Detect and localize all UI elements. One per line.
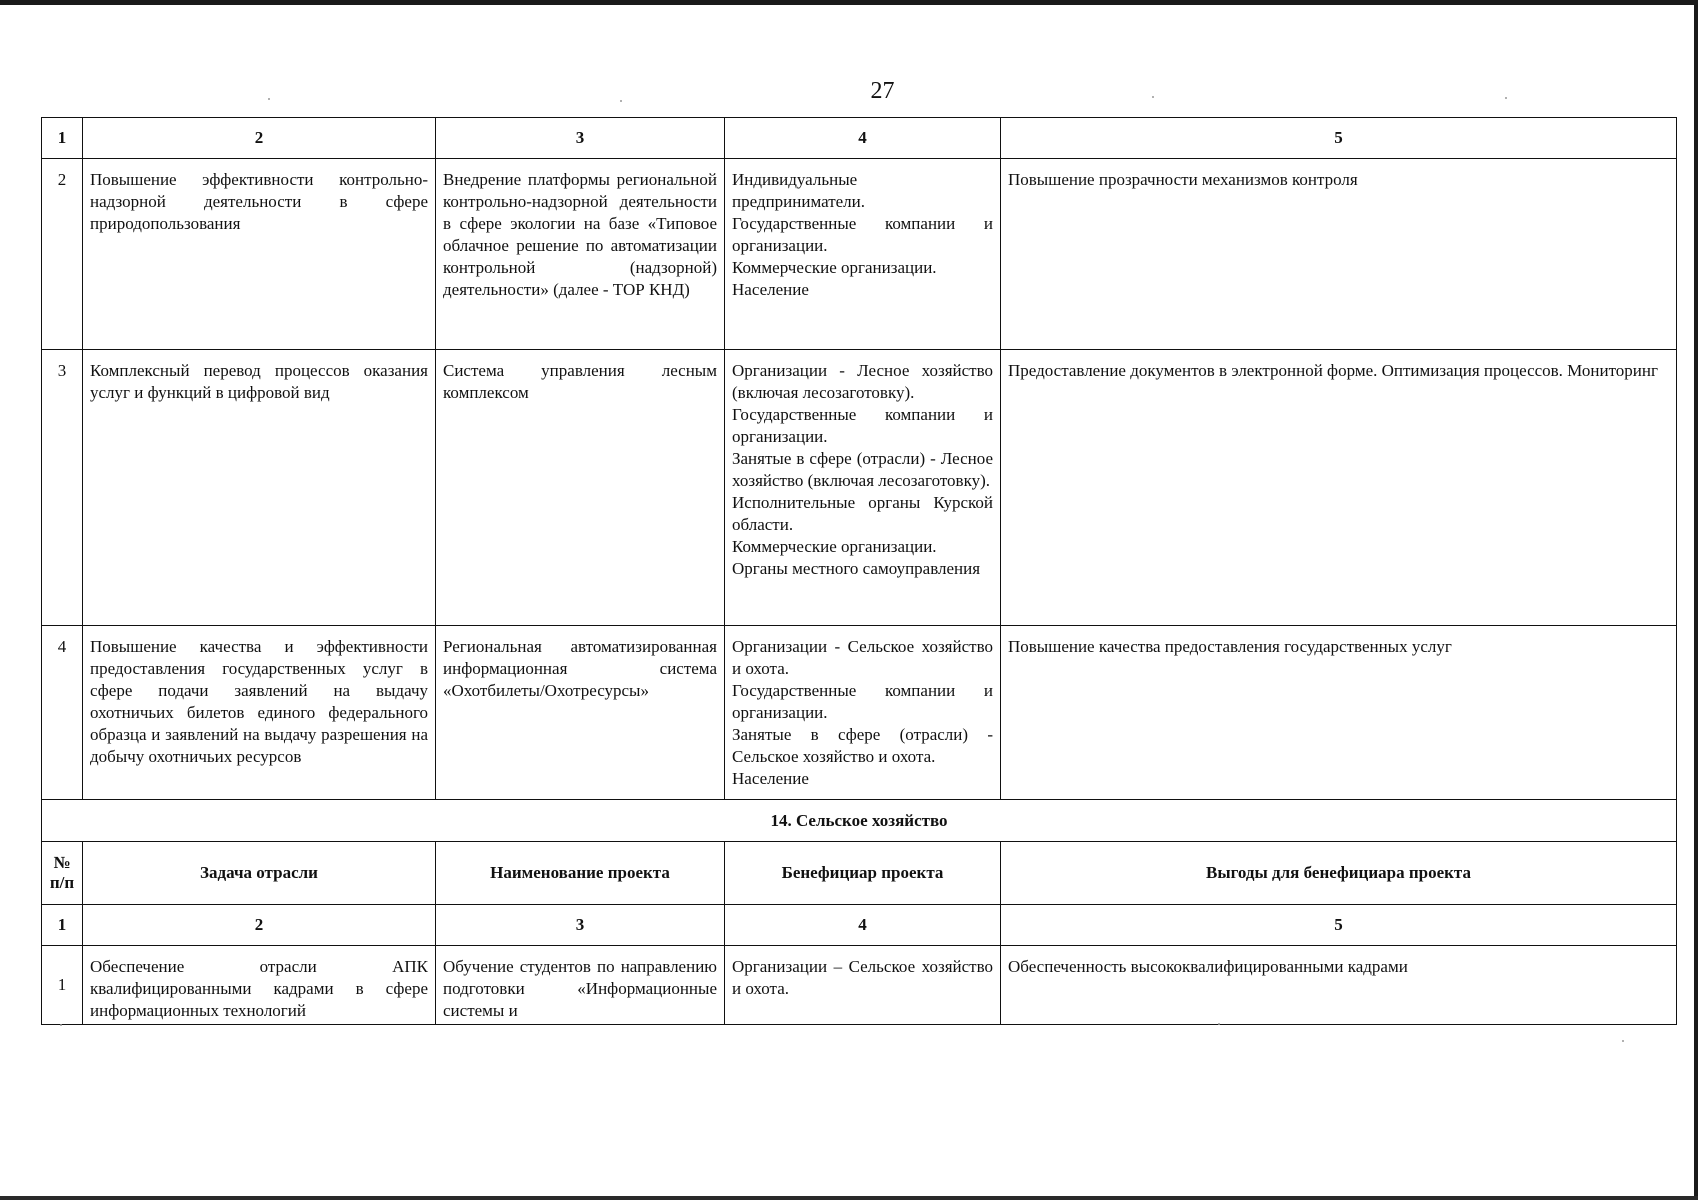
project-cell: Региональная автоматизированная информационная система «Охотбилеты/Охотресурсы»: [436, 626, 725, 800]
column-number-cell: 3: [436, 905, 725, 946]
benefits-cell: Повышение качества предоставления государственных услуг: [1001, 626, 1677, 800]
row-number: 4: [42, 626, 83, 800]
column-header-task: Задача отрасли: [83, 842, 436, 905]
scan-border-top: [0, 0, 1698, 5]
scan-border-bottom: [0, 1196, 1698, 1200]
projects-table: [41, 117, 1677, 1025]
row-number: 3: [42, 350, 83, 626]
column-number-cell: 3: [436, 118, 725, 159]
beneficiary-line: Организации - Лесное хозяйство (включая лесозаготовку).: [732, 361, 993, 402]
row-number: 2: [42, 159, 83, 350]
project-cell: Внедрение платформы региональной контрольно-надзорной деятельности в сфере экологии на базе «Типовое облачное решение по автоматизации контрольной (надзорной) деятельности» (далее - ТОР КНД): [436, 159, 725, 350]
section-title: 14. Сельское хозяйство: [42, 800, 1677, 842]
task-cell: Повышение эффективности контрольно-надзорной деятельности в сфере природопользования: [83, 159, 436, 350]
beneficiary-line: Государственные компании и организации.: [732, 405, 993, 446]
benefits-cell: Повышение прозрачности механизмов контроля: [1001, 159, 1677, 350]
beneficiary-line: Коммерческие организации.: [732, 258, 937, 277]
section-heading-row: [42, 800, 1677, 842]
column-number-row: [42, 905, 1677, 946]
task-cell: Комплексный перевод процессов оказания услуг и функций в цифровой вид: [83, 350, 436, 626]
beneficiary-cell: [725, 159, 1001, 350]
beneficiary-line: Органы местного самоуправления: [732, 559, 981, 578]
column-number-row: [42, 118, 1677, 159]
beneficiary-line: Государственные компании и организации.: [732, 214, 993, 255]
beneficiary-line: Коммерческие организации.: [732, 537, 937, 556]
beneficiary-cell: [725, 626, 1001, 800]
project-cell: Система управления лесным комплексом: [436, 350, 725, 626]
beneficiary-line: Население: [732, 280, 809, 299]
task-cell: Повышение качества и эффективности предоставления государственных услуг в сфере подачи заявлений на выдачу охотничьих билетов единого федерального образца и заявлений на выдачу разрешения на добычу охотничьих ресурсов: [83, 626, 436, 800]
beneficiary-line: Индивидуальные предприниматели.: [732, 170, 866, 211]
beneficiary-line: Население: [732, 769, 809, 788]
beneficiary-line: Исполнительные органы Курской области.: [732, 493, 993, 534]
table-row: [42, 350, 1677, 626]
page-number: 27: [870, 78, 895, 104]
column-number-cell: 4: [725, 905, 1001, 946]
column-number-cell: 4: [725, 118, 1001, 159]
column-number-cell: 2: [83, 905, 436, 946]
beneficiary-line: Занятые в сфере (отрасли) - Лесное хозяйство (включая лесозаготовку).: [732, 449, 993, 490]
table-row: [42, 159, 1677, 350]
column-header-project: Наименование проекта: [436, 842, 725, 905]
column-header-benefits: Выгоды для бенефициара проекта: [1001, 842, 1677, 905]
scan-border-right: [1694, 0, 1698, 1200]
table-row: [42, 626, 1677, 800]
task-cell: Обеспечение отрасли АПК квалифицированными кадрами в сфере информационных технологий: [83, 946, 436, 1025]
column-number-cell: 2: [83, 118, 436, 159]
column-number-cell: 1: [42, 905, 83, 946]
beneficiary-cell: [725, 946, 1001, 1025]
column-number-cell: 1: [42, 118, 83, 159]
column-number-cell: 5: [1001, 118, 1677, 159]
beneficiary-line: Занятые в сфере (отрасли) - Сельское хозяйство и охота.: [732, 725, 993, 766]
row-number: 1: [42, 946, 83, 1025]
benefits-cell: Обеспеченность высококвалифицированными кадрами: [1001, 946, 1677, 1025]
beneficiary-line: Организации – Сельское хозяйство и охота.: [732, 957, 993, 998]
column-header-num: № п/п: [42, 842, 83, 905]
column-header-row: [42, 842, 1677, 905]
column-header-beneficiary: Бенефициар проекта: [725, 842, 1001, 905]
column-number-cell: 5: [1001, 905, 1677, 946]
benefits-cell: Предоставление документов в электронной форме. Оптимизация процессов. Мониторинг: [1001, 350, 1677, 626]
beneficiary-line: Организации - Сельское хозяйство и охота.: [732, 637, 993, 678]
beneficiary-line: Государственные компании и организации.: [732, 681, 993, 722]
beneficiary-cell: [725, 350, 1001, 626]
table-row: [42, 946, 1677, 1025]
project-cell: Обучение студентов по направлению подготовки «Информационные системы и: [436, 946, 725, 1025]
